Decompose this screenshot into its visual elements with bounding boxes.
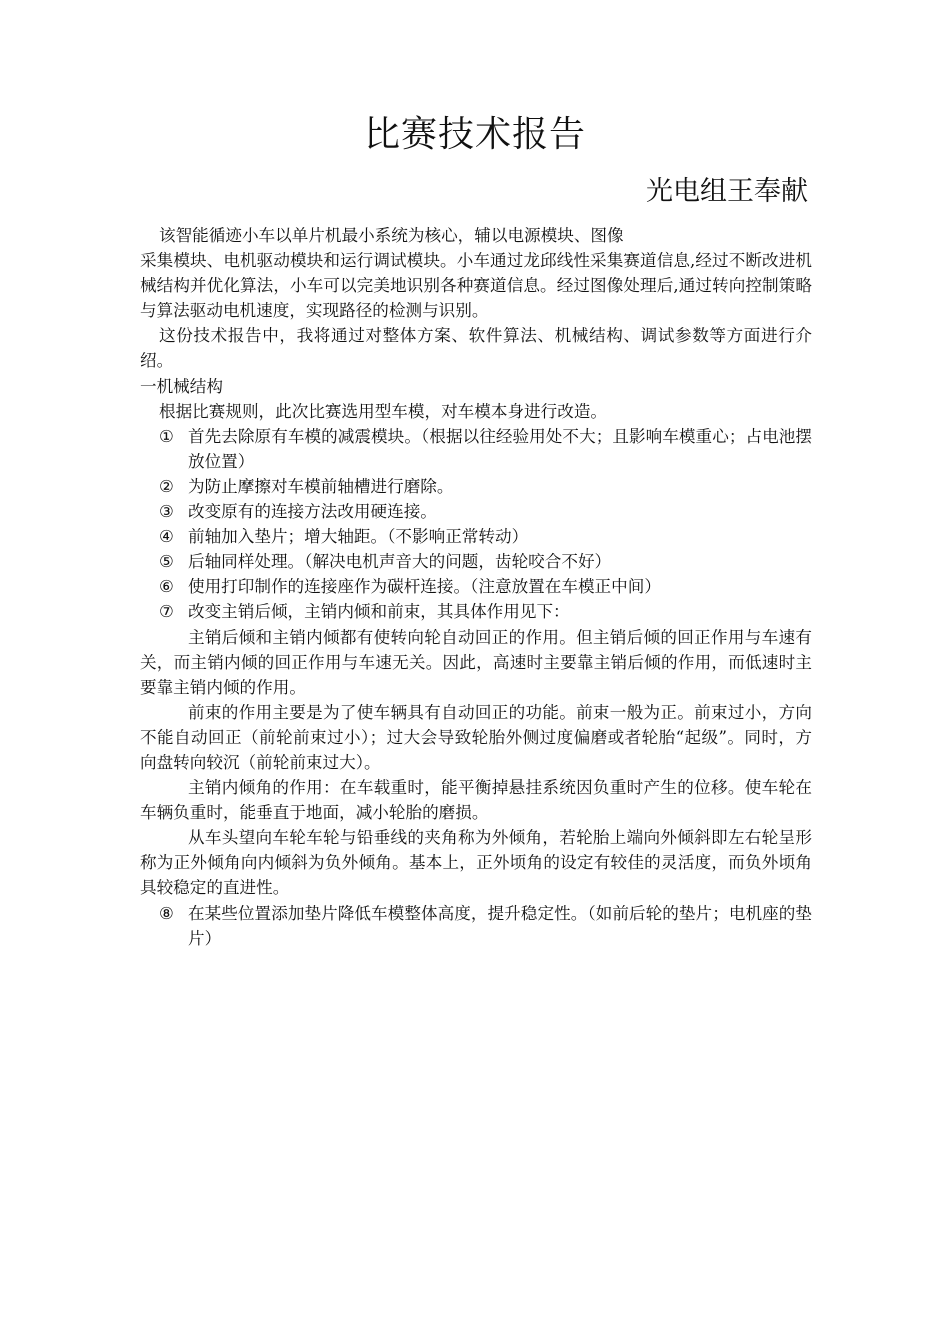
list-marker: ① [159, 426, 174, 446]
list-item [140, 901, 812, 951]
explanation-caster-paragraph: 主销后倾和主销内倾都有使转向轮自动回正的作用。但主销后倾的回正作用与车速有关，而主销内倾的回正作用与车速无关。因此，高速时主要靠主销后倾的作用，而低速时主要靠主销内倾的作用。 [140, 627, 812, 697]
list-marker: ② [159, 476, 174, 496]
list-item-text: 为防止摩擦对车模前轴槽进行磨除。 [188, 476, 454, 496]
list-item [140, 499, 812, 524]
document-body [140, 223, 812, 951]
intro-paragraph-line1: 该智能循迹小车以单片机最小系统为核心，辅以电源模块、图像 [159, 226, 624, 245]
list-marker: ⑤ [159, 552, 174, 572]
intro-paragraph-rest: 采集模块、电机驱动模块和运行调试模块。小车通过龙邱线性采集赛道信息,经过不断改进机械结构并优化算法，小车可以完美地识别各种赛道信息。经过图像处理后,通过转向控制策略与算法驱动电机速度，实现路径的检测与识别。 [140, 251, 812, 321]
list-item [140, 424, 812, 474]
list-item-text: 前轴加入垫片；增大轴距。（不影响正常转动） [188, 527, 529, 547]
list-item-text: 改变原有的连接方法改用硬连接。 [188, 502, 437, 522]
intro-paragraph-2: 这份技术报告中，我将通过对整体方案、软件算法、机械结构、调试参数等方面进行介绍。 [140, 326, 812, 371]
list-item-text: 首先去除原有车模的减震模块。（根据以往经验用处不大；且影响车模重心；占电池摆放位置） [188, 426, 812, 471]
list-marker: ④ [159, 527, 174, 547]
list-item [140, 599, 812, 624]
explanation-kingpin-paragraph: 主销内倾角的作用：在车载重时，能平衡掉悬挂系统因负重时产生的位移。使车轮在车辆负重时，能垂直于地面，减小轮胎的磨损。 [140, 778, 812, 823]
list-item [140, 549, 812, 574]
document-title: 比赛技术报告 [363, 114, 586, 155]
list-item [140, 574, 812, 599]
list-item-text: 改变主销后倾，主销内倾和前束，其具体作用见下： [188, 602, 570, 622]
list-item-text: 在某些位置添加垫片降低车模整体高度，提升稳定性。（如前后轮的垫片；电机座的垫片） [188, 903, 812, 948]
list-marker: ⑧ [159, 903, 174, 923]
list-item [140, 474, 812, 499]
list-marker: ③ [159, 502, 174, 522]
list-item [140, 524, 812, 549]
list-item-text: 使用打印制作的连接座作为碳杆连接。（注意放置在车模正中间） [188, 577, 661, 597]
list-item-text: 后轴同样处理。（解决电机声音大的问题，齿轮咬合不好） [188, 552, 612, 572]
section-heading-mechanical: 一机械结构 [140, 376, 223, 396]
list-marker: ⑦ [159, 602, 174, 622]
list-marker: ⑥ [159, 577, 174, 597]
document-author: 光电组王奉献 [646, 176, 808, 207]
explanation-toe-paragraph: 前束的作用主要是为了使车辆具有自动回正的功能。前束一般为正。前束过小，方向不能自动回正（前轮前束过小）；过大会导致轮胎外侧过度偏磨或者轮胎“起级”。同时，方向盘转向较沉（前轮前束过大）。 [140, 702, 812, 772]
explanation-camber-paragraph: 从车头望向车轮车轮与铅垂线的夹角称为外倾角，若轮胎上端向外倾斜即左右轮呈形称为正外倾角向内倾斜为负外倾角。基本上，正外顷角的设定有较佳的灵活度，而负外顷角具较稳定的直进性。 [140, 828, 812, 898]
section-lead-paragraph: 根据比赛规则，此次比赛选用型车模，对车模本身进行改造。 [159, 401, 608, 421]
